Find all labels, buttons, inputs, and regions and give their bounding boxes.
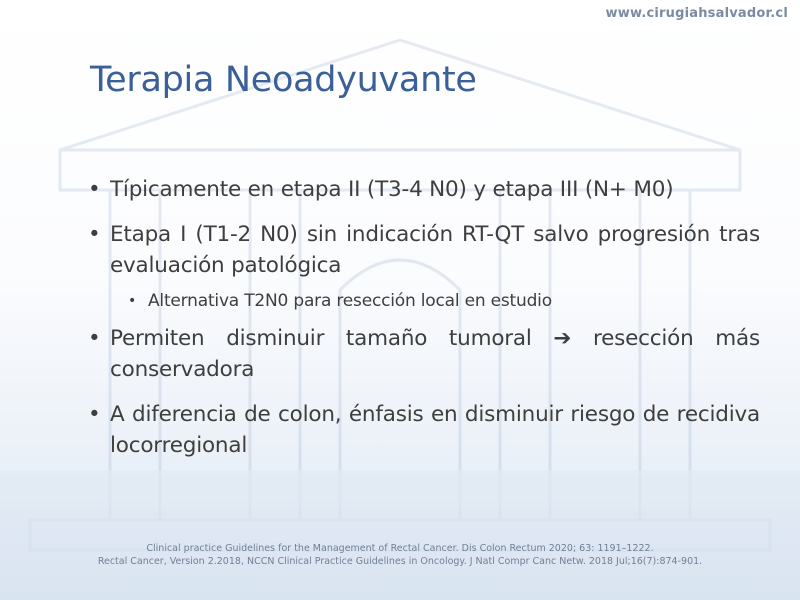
bullet-item: • Etapa I (T1-2 N0) sin indicación RT-QT salvo progresión tras evaluación patológica xyxy=(88,219,760,281)
arrow-right-icon: ➔ xyxy=(553,326,572,351)
bullet-text-before: Permiten disminuir tamaño tumoral xyxy=(110,326,532,351)
reference-line: Clinical practice Guidelines for the Management of Rectal Cancer. Dis Colon Rectum 2020; 63: 1191–1222. xyxy=(146,543,654,554)
bullet-text-after: resección más conservadora xyxy=(110,326,760,382)
bullet-item: • Típicamente en etapa II (T3-4 N0) y etapa III (N+ M0) xyxy=(88,174,760,205)
bullet-item xyxy=(88,323,760,385)
references xyxy=(0,542,800,568)
bullet-item: • A diferencia de colon, énfasis en disminuir riesgo de recidiva locorregional xyxy=(88,399,760,461)
sub-bullet-item: • Alternativa T2N0 para resección local en estudio xyxy=(88,289,760,313)
reference-line: Rectal Cancer, Version 2.2018, NCCN Clinical Practice Guidelines in Oncology. J Natl Compr Canc Netw. 2018 Jul;16(7):874-901. xyxy=(97,556,703,567)
bullet-list xyxy=(88,174,760,475)
slide-title: Terapia Neoadyuvante xyxy=(90,60,477,100)
site-url[interactable]: www.cirugiahsalvador.cl xyxy=(605,6,788,21)
